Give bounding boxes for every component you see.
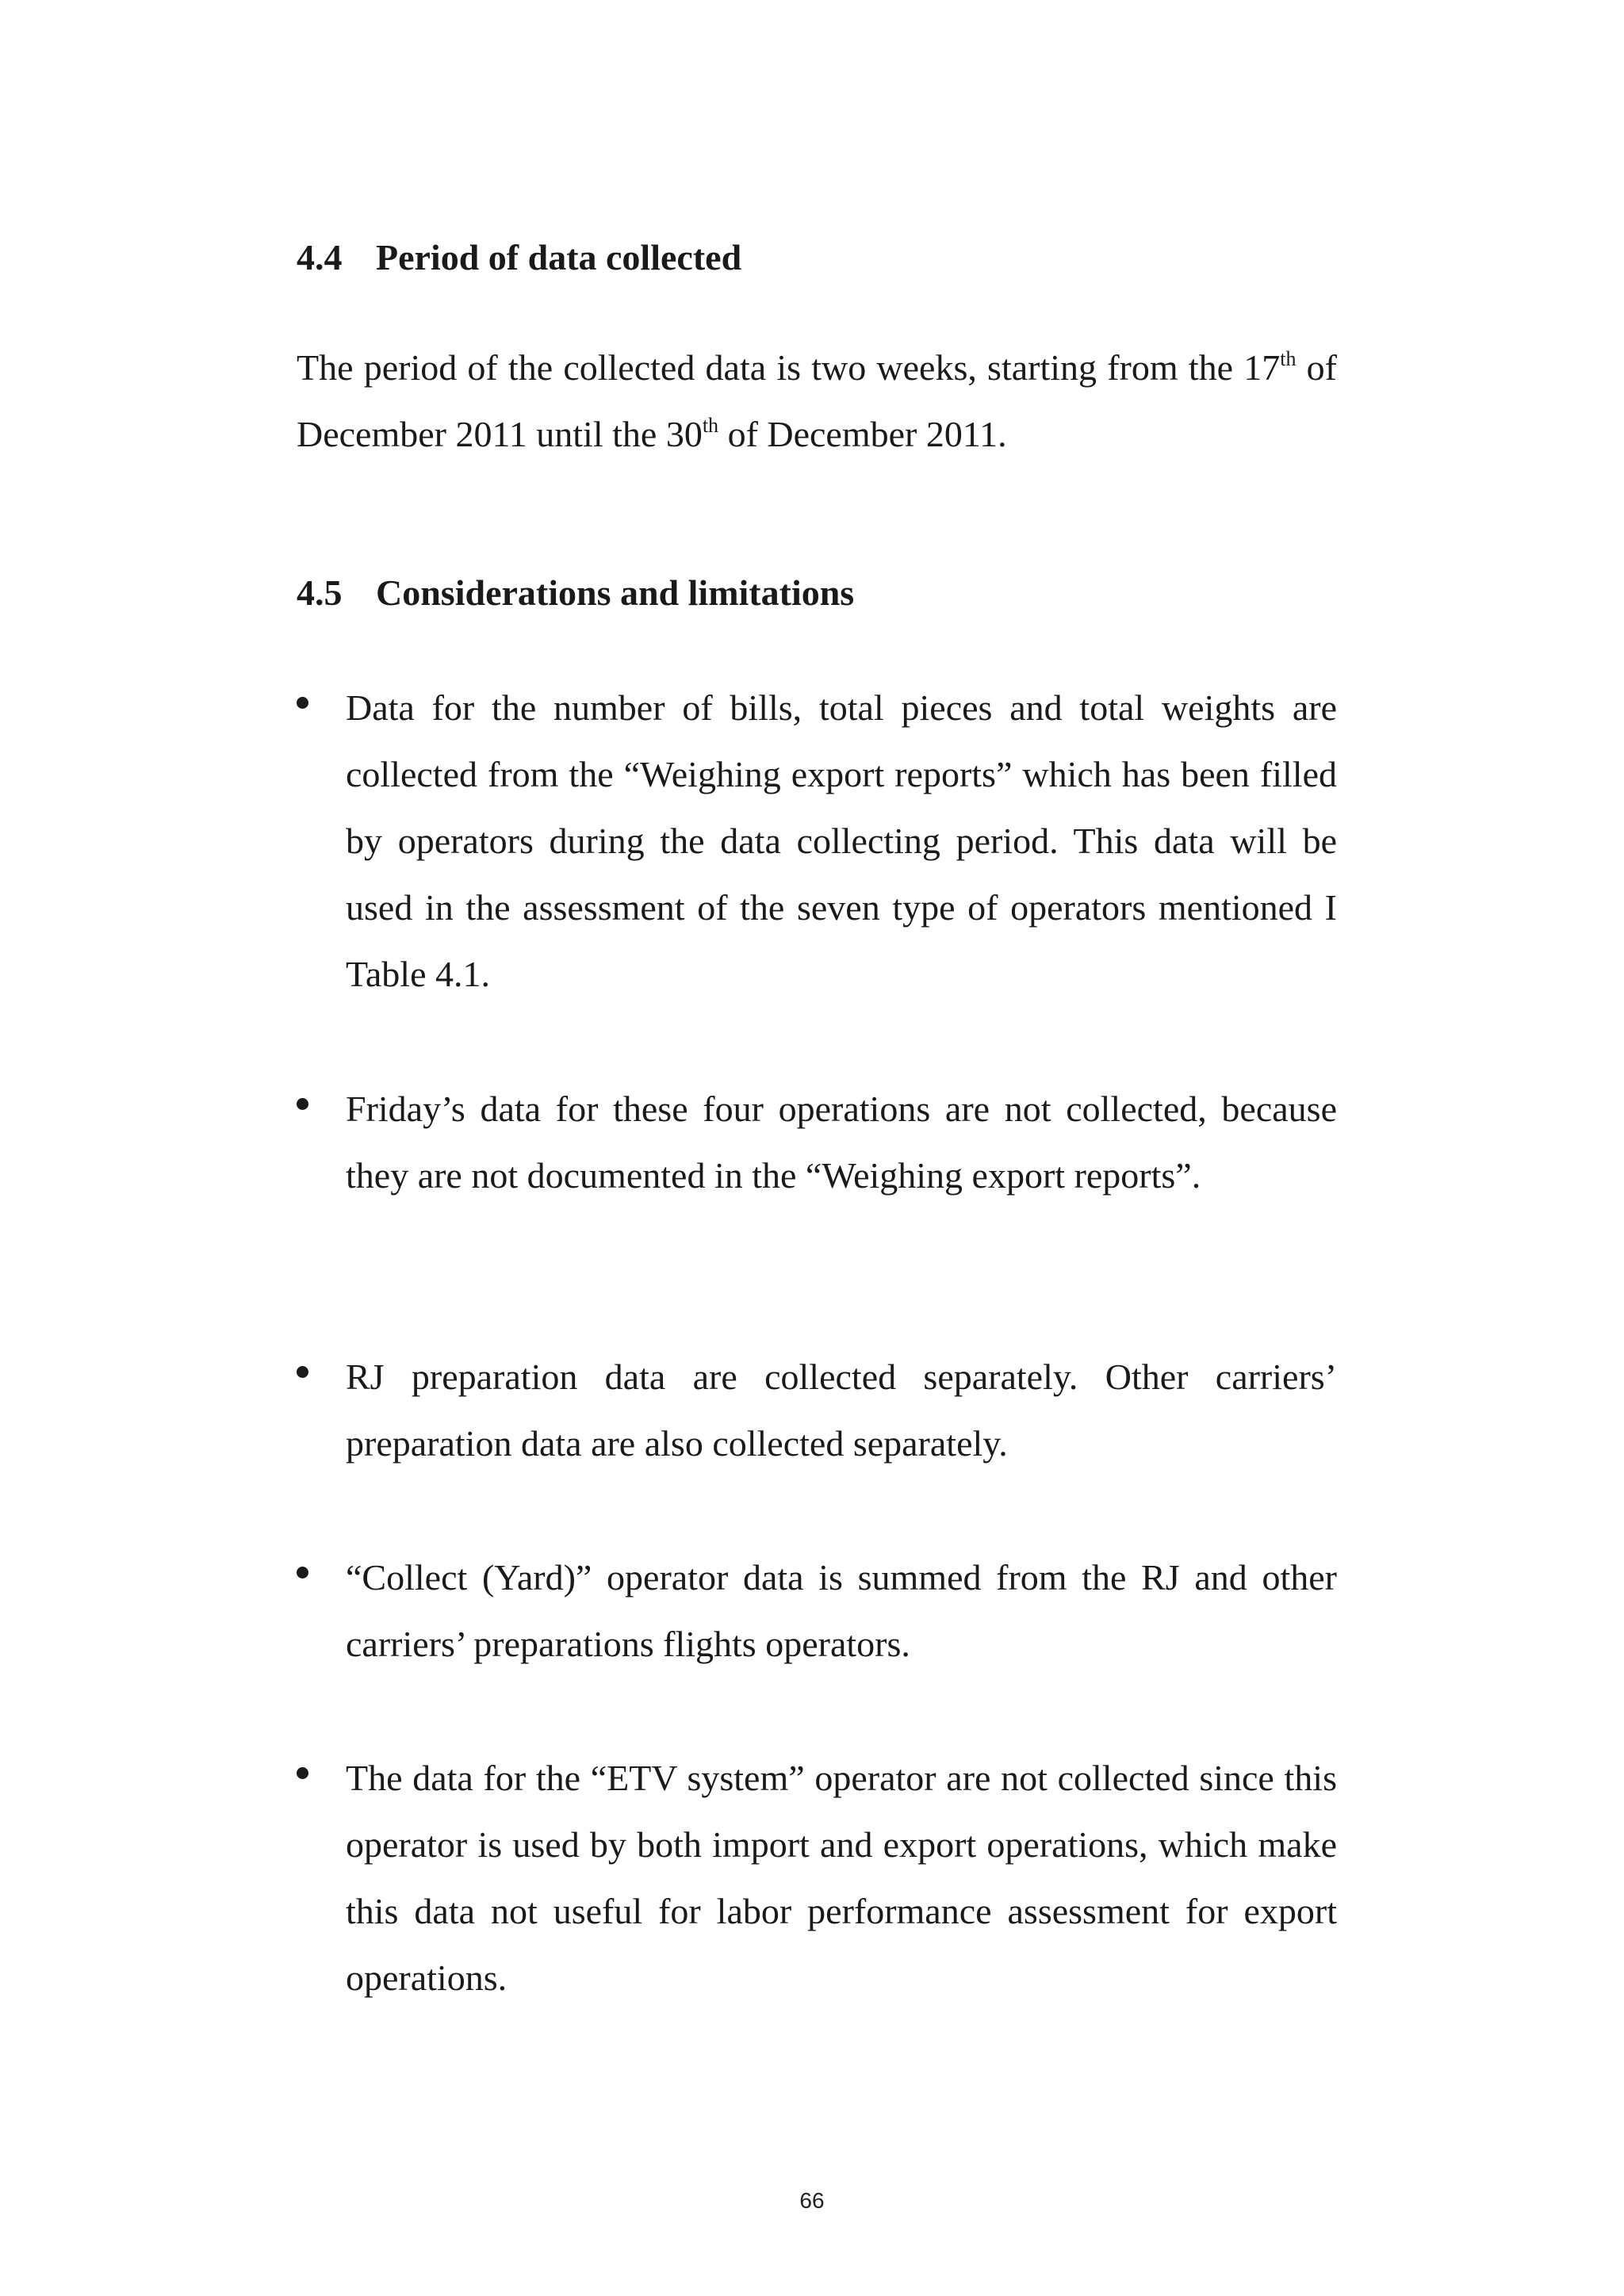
paragraph-text: of December 2011. bbox=[718, 414, 1007, 454]
list-item-text: Friday’s data for these four operations are not collected, because they are not documented in the “Weighing export reports”. bbox=[346, 1089, 1337, 1196]
list-item-text: Data for the number of bills, total pieces and total weights are collected from the “Weighing export reports” which has been filled by operators during the data collecting period. This data will be used in the assessment of the seven type of operators mentioned I Table 4.1. bbox=[346, 687, 1337, 994]
section-number: 4.5 bbox=[297, 572, 343, 613]
list-item-text: The data for the “ETV system” operator are not collected since this operator is used by both import and export operations, which make this data not useful for labor performance assessment for export operations. bbox=[346, 1758, 1337, 1998]
paragraph-text: The period of the collected data is two weeks, starting from the 17 bbox=[297, 347, 1281, 388]
ordinal-suffix: th bbox=[702, 414, 719, 437]
list-item bbox=[297, 1344, 1337, 1477]
section-heading-4-4 bbox=[297, 234, 741, 281]
list-item-text: RJ preparation data are collected separately. Other carriers’ preparation data are also collected separately. bbox=[346, 1357, 1337, 1464]
paragraph-text: of December 2011 until the 30 bbox=[297, 347, 1337, 454]
list-item bbox=[297, 1076, 1337, 1209]
period-paragraph bbox=[297, 335, 1337, 468]
bullet-icon bbox=[297, 1098, 308, 1110]
ordinal-suffix: th bbox=[1280, 347, 1297, 370]
section-title: Considerations and limitations bbox=[376, 572, 855, 613]
bullet-icon bbox=[297, 1767, 308, 1779]
section-number: 4.4 bbox=[297, 237, 343, 277]
list-item bbox=[297, 675, 1337, 1008]
bullet-icon bbox=[297, 697, 308, 709]
bullet-icon bbox=[297, 1567, 308, 1578]
list-item bbox=[297, 1544, 1337, 1678]
list-item bbox=[297, 1745, 1337, 2011]
bullet-icon bbox=[297, 1366, 308, 1378]
section-title: Period of data collected bbox=[376, 237, 742, 277]
section-heading-4-5 bbox=[297, 569, 854, 617]
list-item-text: “Collect (Yard)” operator data is summed from the RJ and other carriers’ preparations flights operators. bbox=[346, 1557, 1337, 1664]
page-number: 66 bbox=[799, 2188, 825, 2213]
